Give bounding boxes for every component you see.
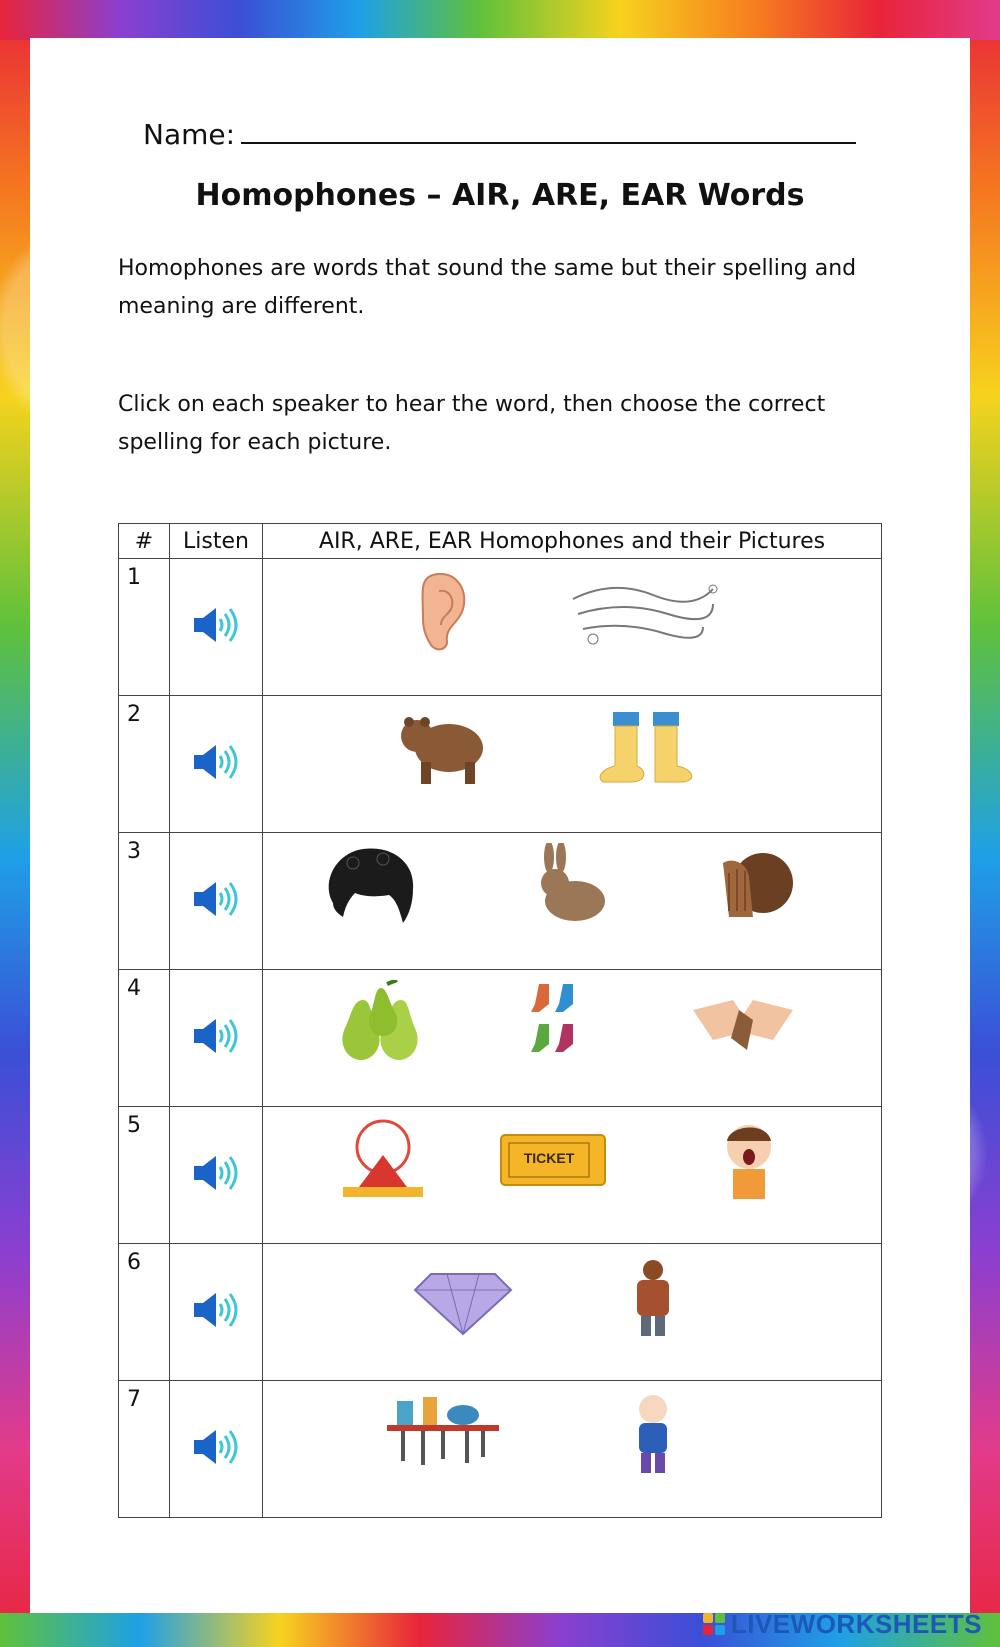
worksheet-page (30, 38, 970, 1613)
pairs-socks-picture (513, 980, 633, 1066)
baby-picture (593, 1391, 713, 1477)
bear-picture (383, 706, 503, 792)
hair-picture (313, 843, 433, 929)
pears-picture (323, 980, 443, 1066)
name-label: Name: (143, 118, 236, 151)
hear-picture (693, 843, 813, 929)
speaker-icon[interactable] (192, 605, 240, 645)
fair-picture (323, 1117, 443, 1203)
header-listen: Listen (170, 524, 263, 559)
name-line (143, 118, 856, 151)
speaker-icon[interactable] (192, 1427, 240, 1467)
liveworksheets-logo (703, 1608, 982, 1639)
fare-ticket-picture (493, 1117, 613, 1203)
speaker-icon[interactable] (192, 1290, 240, 1330)
worksheet-title: Homophones – AIR, ARE, EAR Words (195, 178, 805, 213)
ear-picture (383, 569, 503, 655)
row-number: 2 (127, 702, 141, 727)
scare-picture (693, 1117, 813, 1203)
name-input[interactable] (241, 118, 856, 144)
table-row (119, 696, 882, 833)
rainbow-border-top (0, 0, 1000, 40)
table-row (119, 1244, 882, 1381)
hare-picture (513, 843, 633, 929)
table-header-row (119, 524, 882, 559)
table-row (119, 1107, 882, 1244)
row-number: 3 (127, 839, 141, 864)
svg-text:TICKET: TICKET (523, 1150, 575, 1166)
speaker-icon[interactable] (192, 742, 240, 782)
diamond-picture (403, 1254, 523, 1340)
header-pictures: AIR, ARE, EAR Homophones and their Pictures (263, 524, 882, 559)
row-number: 1 (127, 565, 141, 590)
table-row (119, 1381, 882, 1518)
table-row (119, 559, 882, 696)
tear-picture (683, 980, 803, 1066)
logo-mark-icon (703, 1613, 725, 1635)
air-wind-picture (563, 569, 723, 655)
table-row (119, 970, 882, 1107)
instruction-text: Click on each speaker to hear the word, then choose the correct spelling for each picture. (118, 392, 826, 455)
row-number: 5 (127, 1113, 141, 1138)
boy-picture (593, 1254, 713, 1340)
shelf-picture (383, 1391, 503, 1477)
header-number: # (119, 524, 170, 559)
logo-text: LIVEWORKSHEETS (730, 1608, 982, 1639)
intro-text: Homophones are words that sound the same but their spelling and meaning are different. (118, 256, 857, 319)
row-number: 6 (127, 1250, 141, 1275)
homophones-table (118, 523, 882, 1518)
table-row (119, 833, 882, 970)
speaker-icon[interactable] (192, 1016, 240, 1056)
row-number: 4 (127, 976, 141, 1001)
row-number: 7 (127, 1387, 141, 1412)
speaker-icon[interactable] (192, 1153, 240, 1193)
speaker-icon[interactable] (192, 879, 240, 919)
bare-feet-picture (593, 706, 713, 792)
